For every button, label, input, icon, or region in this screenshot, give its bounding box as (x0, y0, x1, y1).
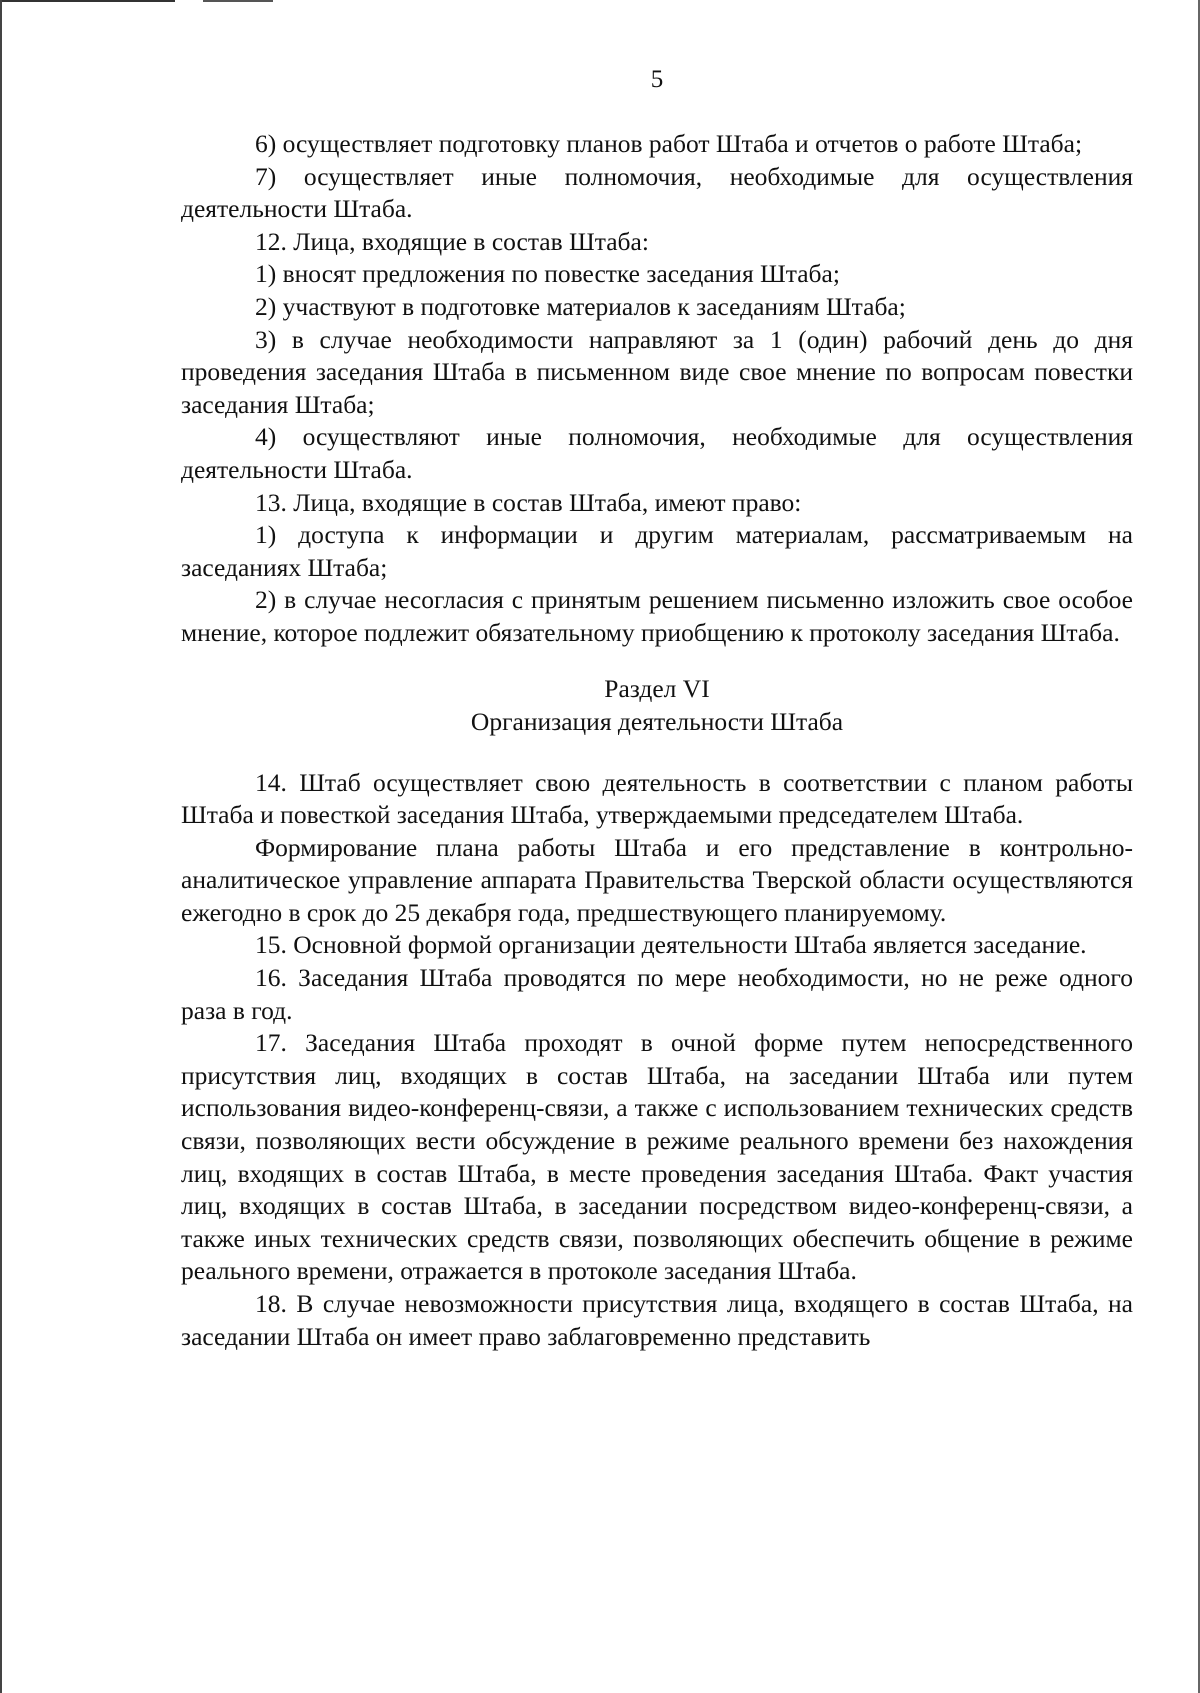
paragraph: 4) осуществляют иные полномочия, необходимые для осуществления деятельности Штаба. (181, 422, 1133, 484)
paragraph: 7) осуществляет иные полномочия, необходимые для осуществления деятельности Штаба. (181, 161, 1133, 224)
top-text-block (181, 128, 1133, 650)
document-page (181, 64, 1133, 1353)
paragraph: 1) доступа к информации и другим материалам, рассматриваемым на заседаниях Штаба; (181, 520, 1133, 582)
paragraph: 15. Основной формой организации деятельности Штаба является заседание. (255, 930, 1087, 960)
paragraph: Формирование плана работы Штаба и его представление в контрольно-аналитическое управление аппарата Правительства Тверской области осуществляются ежегодно в срок до 25 декабря года, предшествующего планируемому. (181, 832, 1133, 927)
paragraph: 3) в случае необходимости направляют за 1 (один) рабочий день до дня проведения заседания Штаба в письменном виде свое мнение по вопросам повестки заседания Штаба; (181, 324, 1133, 419)
paragraph: 1) вносят предложения по повестке заседания Штаба; (255, 259, 840, 289)
paragraph: 6) осуществляет подготовку планов работ Штаба и отчетов о работе Штаба; (255, 129, 1083, 158)
section-title: Организация деятельности Штаба (470, 706, 844, 736)
scan-border-top-mid (203, 0, 273, 2)
section-heading-block (181, 672, 1133, 738)
paragraph: 17. Заседания Штаба проходят в очной форме путем непосредственного присутствия лиц, входящих в состав Штаба, на заседании Штаба или путем использования видео-конференц-связи, а также с использованием технических средств связи, позволяющих вести обсуждение в режиме реального времени без нахождения лиц, входящих в состав Штаба, в месте проведения заседания Штаба. Факт участия лиц, входящих в состав Штаба, в заседании посредством видео-конференц-связи, а также иных технических средств связи, позволяющих обеспечить общение в режиме реального времени, отражается в протоколе заседания Штаба. (181, 1028, 1133, 1286)
page-number: 5 (650, 66, 664, 93)
paragraph: 18. В случае невозможности присутствия лица, входящего в состав Штаба, на заседании Штаба он имеет право заблаговременно представить (181, 1289, 1133, 1351)
paragraph: 2) участвуют в подготовке материалов к заседаниям Штаба; (255, 291, 906, 321)
paragraph: 13. Лица, входящие в состав Штаба, имеют право: (255, 487, 802, 517)
section-label: Раздел VI (604, 673, 710, 703)
paragraph: 12. Лица, входящие в состав Штаба: (255, 226, 649, 256)
bottom-text-block (181, 767, 1133, 1354)
paragraph: 14. Штаб осуществляет свою деятельность в соответствии с планом работы Штаба и повесткой заседания Штаба, утверждаемыми председателем Штаба. (181, 767, 1133, 830)
paragraph: 16. Заседания Штаба проводятся по мере необходимости, но не реже одного раза в год. (181, 963, 1133, 1025)
paragraph: 2) в случае несогласия с принятым решением письменно изложить свое особое мнение, которое подлежит обязательному приобщению к протоколу заседания Штаба. (181, 585, 1133, 647)
scan-border-top-left (0, 0, 175, 2)
scan-border-left (0, 0, 2, 1693)
